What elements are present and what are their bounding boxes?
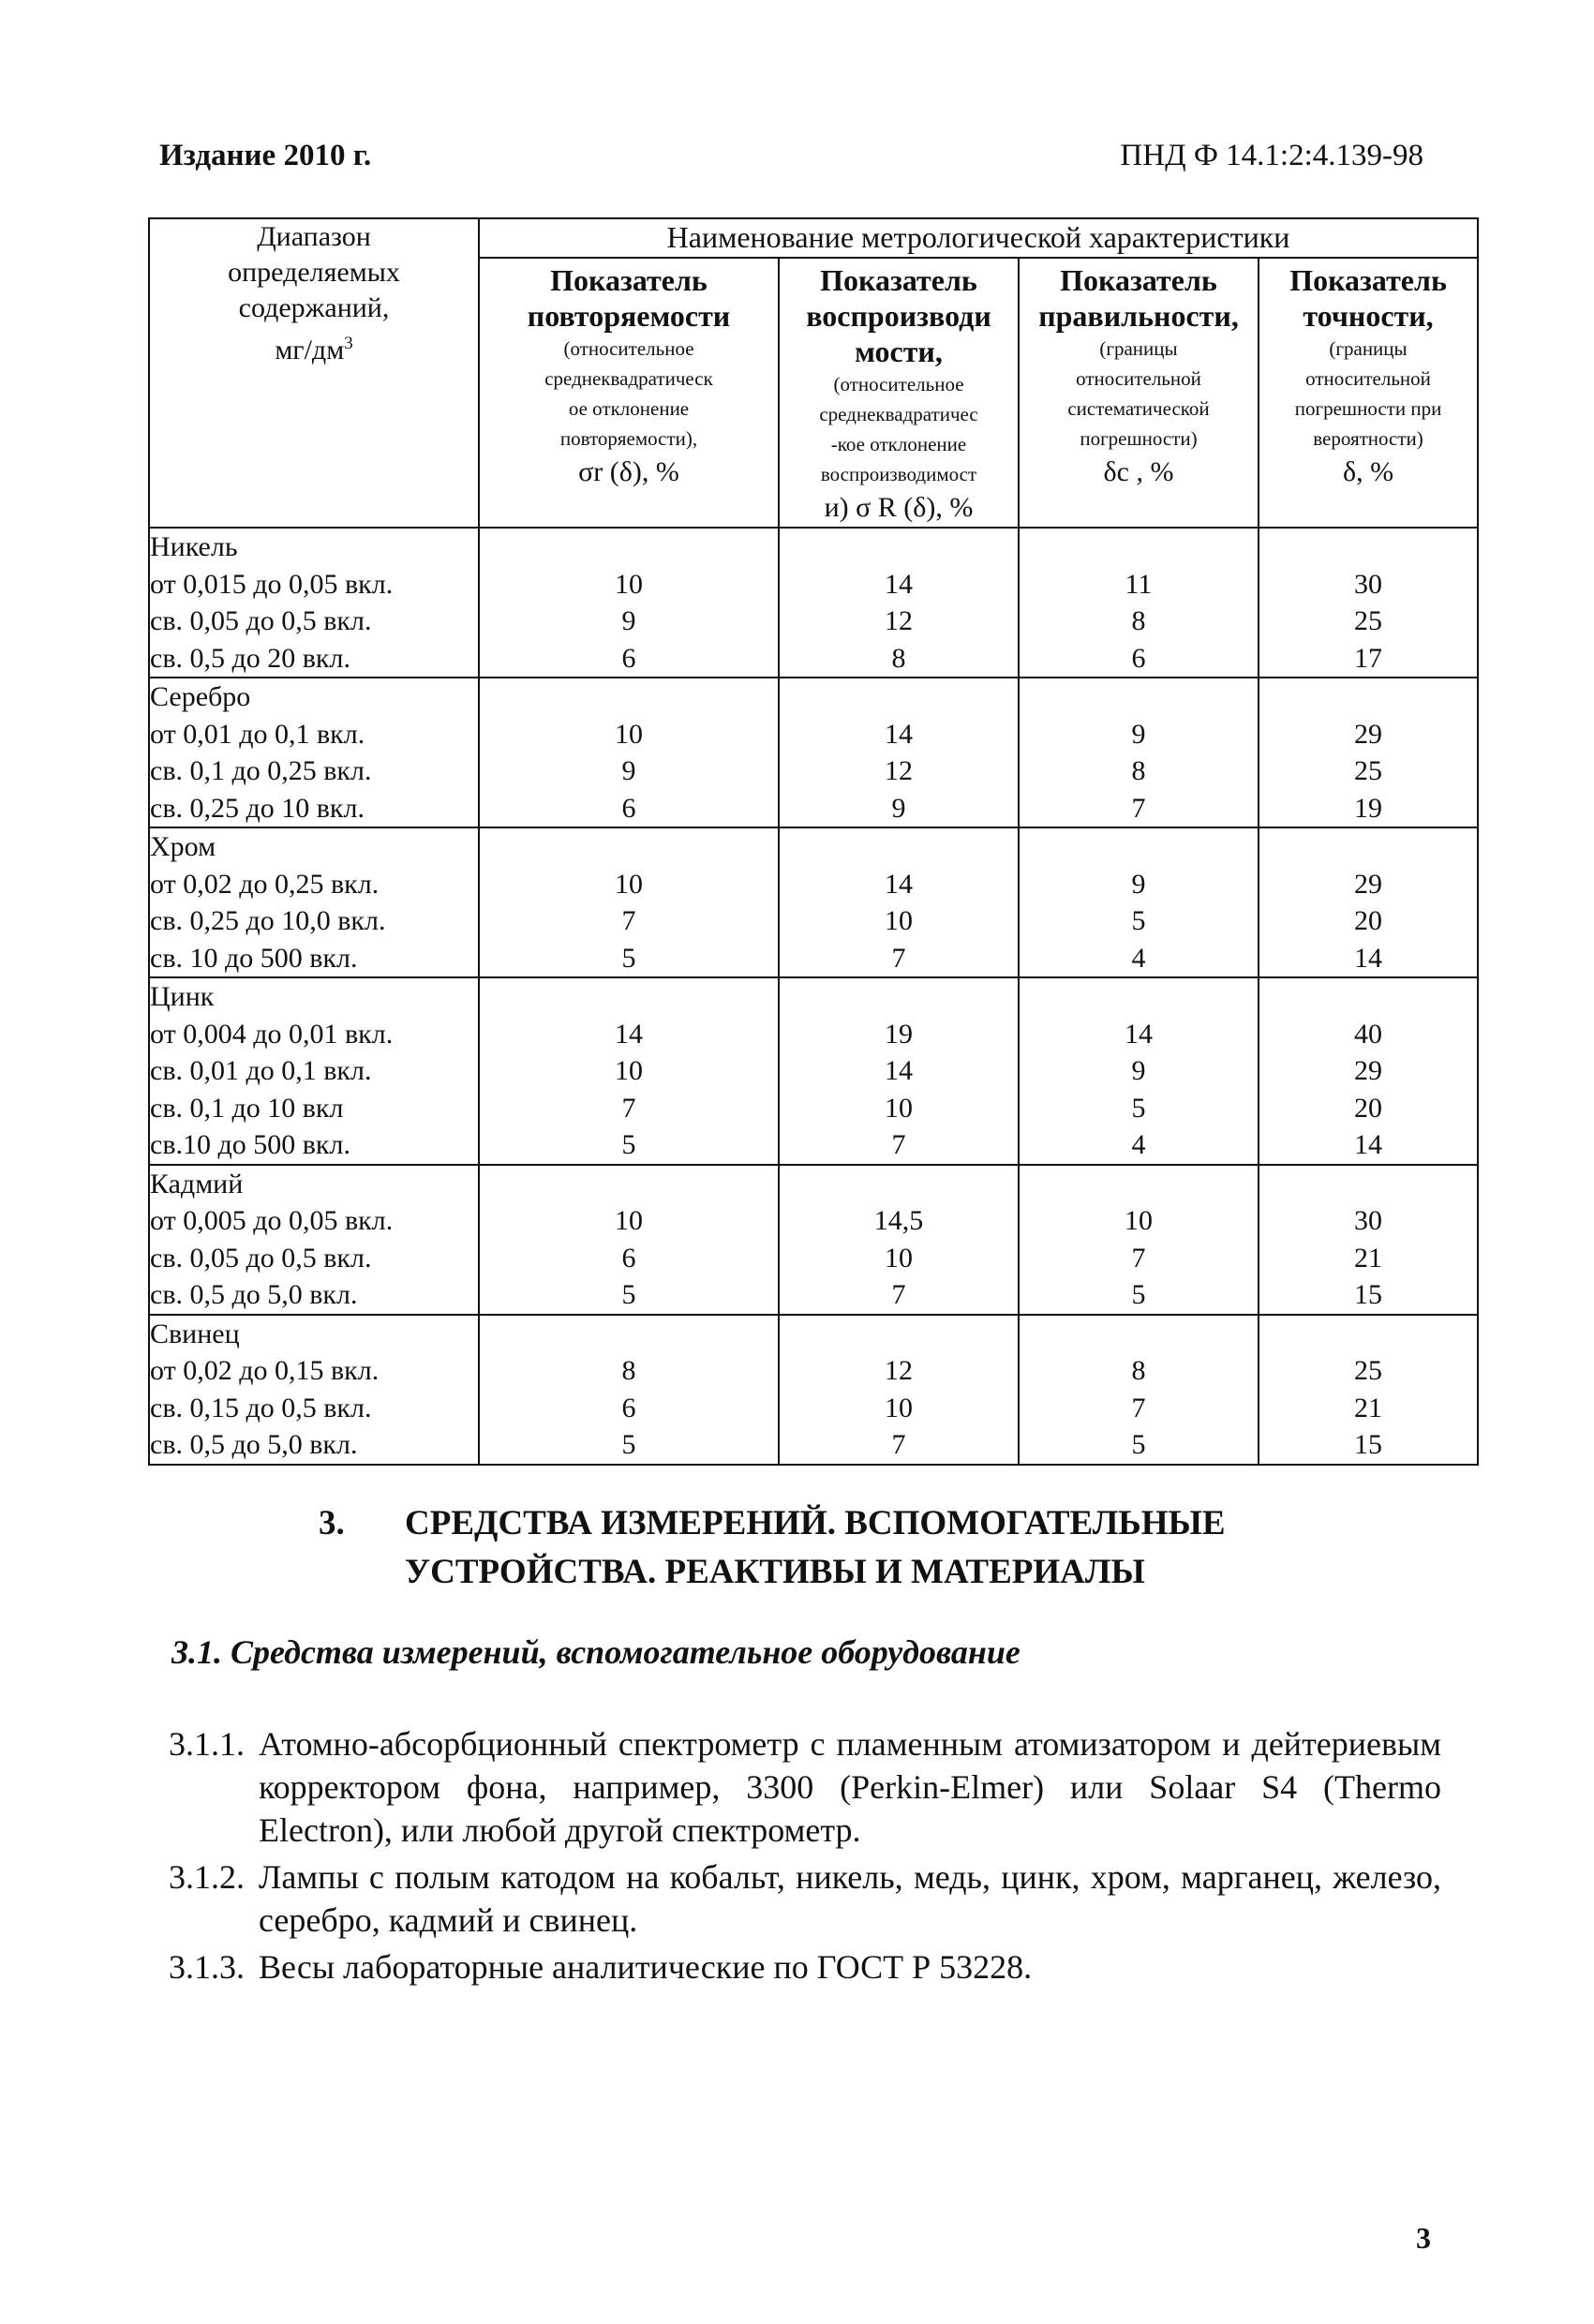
- metric-value: 7: [621, 905, 636, 936]
- metric-value: 7: [891, 1129, 906, 1160]
- table-row: [149, 827, 1478, 977]
- table-row: [149, 678, 1478, 827]
- range-value: св. 0,25 до 10,0 вкл.: [150, 905, 386, 936]
- metric-value: 4: [1131, 942, 1146, 974]
- metric-value: 21: [1354, 1242, 1383, 1274]
- metric-value: 8: [621, 1355, 636, 1386]
- range-value: св. 0,1 до 0,25 вкл.: [150, 755, 372, 786]
- metric-value: 7: [1131, 792, 1146, 824]
- subsection-title: 3.1. Средства измерений, вспомогательное оборудование: [171, 1633, 1020, 1671]
- metric-value: 9: [621, 755, 636, 786]
- metric-value: 6: [621, 1242, 636, 1274]
- value-cell: [1259, 827, 1478, 977]
- metric-value: 10: [615, 718, 643, 750]
- metric-value: 10: [615, 868, 643, 900]
- metric-value: 29: [1354, 1055, 1383, 1086]
- column-header-4: Показатель точности, (границы относительной погрешности при вероятности) δ, %: [1259, 258, 1478, 528]
- value-cell: [1259, 977, 1478, 1165]
- metric-value: 5: [621, 942, 636, 974]
- metric-value: 14: [885, 568, 913, 600]
- metric-value: 14: [885, 1055, 913, 1086]
- value-cell: [479, 1165, 779, 1315]
- range-value: св. 0,5 до 5,0 вкл.: [150, 1429, 358, 1460]
- metric-value: 10: [885, 905, 913, 936]
- element-range-cell: [149, 827, 479, 977]
- value-cell: [1019, 528, 1259, 678]
- edition-label: Издание 2010 г.: [159, 139, 372, 172]
- metric-value: 10: [615, 1055, 643, 1086]
- column-header-2: Показатель воспроизводи мости, (относительное среднеквадратичес -кое отклонение воспроизводимост и) σ R (δ), %: [779, 258, 1019, 528]
- metric-value: 14,5: [873, 1205, 924, 1236]
- metric-value: 10: [1125, 1205, 1153, 1236]
- value-cell: [1019, 678, 1259, 827]
- element-range-cell: [149, 678, 479, 827]
- value-cell: [779, 977, 1019, 1165]
- metric-value: 14: [1125, 1018, 1153, 1050]
- metric-value: 5: [621, 1429, 636, 1460]
- metric-value: 40: [1354, 1018, 1383, 1050]
- metric-value: 7: [1131, 1242, 1146, 1274]
- metric-value: 5: [621, 1129, 636, 1160]
- range-value: св. 0,25 до 10 вкл.: [150, 792, 365, 824]
- element-name: Цинк: [150, 981, 215, 1012]
- metric-value: 29: [1354, 718, 1383, 750]
- characteristic-group-header: Наименование метрологической характеристики: [479, 218, 1478, 258]
- item-number: 3.1.3.: [169, 1948, 245, 1986]
- table-row: [149, 977, 1478, 1165]
- metric-value: 8: [891, 642, 906, 674]
- metric-value: 12: [885, 605, 913, 636]
- metric-value: 20: [1354, 1092, 1383, 1124]
- metric-value: 15: [1354, 1429, 1383, 1460]
- element-range-cell: [149, 977, 479, 1165]
- range-value: от 0,005 до 0,05 вкл.: [150, 1205, 394, 1236]
- item-number: 3.1.2.: [169, 1858, 245, 1896]
- element-name: Никель: [150, 531, 238, 562]
- equipment-list: [169, 1722, 1441, 1992]
- page-number: 3: [1416, 2221, 1431, 2255]
- metric-value: 8: [1131, 605, 1146, 636]
- value-cell: [479, 528, 779, 678]
- item-text: Весы лабораторные аналитические по ГОСТ Р 53228.: [259, 1948, 1033, 1986]
- list-item: [169, 1722, 1441, 1852]
- value-cell: [779, 528, 1019, 678]
- value-cell: [779, 1315, 1019, 1465]
- metric-value: 11: [1125, 568, 1153, 600]
- metric-value: 7: [891, 942, 906, 974]
- metric-value: 14: [1354, 1129, 1383, 1160]
- item-text: Лампы с полым катодом на кобальт, никель, медь, цинк, хром, марганец, железо, серебро, кадмий и свинец.: [259, 1858, 1441, 1939]
- table-row: [149, 1315, 1478, 1465]
- metric-value: 5: [1131, 1279, 1146, 1310]
- range-value: св. 0,5 до 20 вкл.: [150, 642, 350, 674]
- list-item: [169, 1855, 1441, 1942]
- item-number: 3.1.1.: [169, 1725, 245, 1763]
- metric-value: 10: [885, 1392, 913, 1423]
- value-cell: [479, 678, 779, 827]
- metric-value: 6: [621, 792, 636, 824]
- column-header-1: Показатель повторяемости (относительное среднеквадратическ ое отклонение повторяемости), σr (δ), %: [479, 258, 779, 528]
- range-value: св. 10 до 500 вкл.: [150, 942, 358, 974]
- column-header-3: Показатель правильности, (границы относительной систематической погрешности) δc , %: [1019, 258, 1259, 528]
- metric-value: 20: [1354, 905, 1383, 936]
- metric-value: 19: [1354, 792, 1383, 824]
- range-value: св. 0,15 до 0,5 вкл.: [150, 1392, 372, 1423]
- metric-value: 10: [885, 1242, 913, 1274]
- range-value: от 0,02 до 0,15 вкл.: [150, 1355, 380, 1386]
- range-value: св. 0,01 до 0,1 вкл.: [150, 1055, 372, 1086]
- value-cell: [779, 1165, 1019, 1315]
- range-header: Диапазон определяемых содержаний, $мг/дм^3$: [149, 218, 479, 528]
- metrology-table: [148, 217, 1479, 1466]
- metric-value: 14: [1354, 942, 1383, 974]
- metric-value: 21: [1354, 1392, 1383, 1423]
- element-name: Свинец: [150, 1318, 240, 1349]
- metric-value: 12: [885, 755, 913, 786]
- range-value: св.10 до 500 вкл.: [150, 1129, 350, 1160]
- metric-value: 6: [1131, 642, 1146, 674]
- metric-value: 8: [1131, 755, 1146, 786]
- value-cell: [779, 678, 1019, 827]
- range-value: от 0,02 до 0,25 вкл.: [150, 868, 380, 900]
- metric-value: 29: [1354, 868, 1383, 900]
- metric-value: 14: [885, 868, 913, 900]
- range-value: от 0,004 до 0,01 вкл.: [150, 1018, 394, 1050]
- metric-value: 6: [621, 1392, 636, 1423]
- metric-value: 10: [615, 1205, 643, 1236]
- element-name: Хром: [150, 831, 216, 862]
- element-range-cell: [149, 1315, 479, 1465]
- value-cell: [1259, 1315, 1478, 1465]
- metric-value: 14: [885, 718, 913, 750]
- value-cell: [1259, 678, 1478, 827]
- table-row: [149, 1165, 1478, 1315]
- metric-value: 10: [615, 568, 643, 600]
- metric-value: 4: [1131, 1129, 1146, 1160]
- value-cell: [1019, 1165, 1259, 1315]
- metric-value: 7: [621, 1092, 636, 1124]
- value-cell: [1259, 528, 1478, 678]
- metric-value: 25: [1354, 755, 1383, 786]
- metric-value: 5: [1131, 905, 1146, 936]
- document-code: ПНД Ф 14.1:2:4.139-98: [1120, 139, 1423, 172]
- metric-value: 30: [1354, 1205, 1383, 1236]
- metric-value: 9: [1131, 718, 1146, 750]
- metric-value: 19: [885, 1018, 913, 1050]
- metric-value: 15: [1354, 1279, 1383, 1310]
- range-value: св. 0,05 до 0,5 вкл.: [150, 605, 372, 636]
- metric-value: 25: [1354, 1355, 1383, 1386]
- metric-value: 9: [621, 605, 636, 636]
- value-cell: [779, 827, 1019, 977]
- metric-value: 25: [1354, 605, 1383, 636]
- element-name: Серебро: [150, 681, 251, 712]
- metric-value: 10: [885, 1092, 913, 1124]
- list-item: [169, 1945, 1441, 1989]
- metric-value: 7: [1131, 1392, 1146, 1423]
- item-text: Атомно-абсорбционный спектрометр с пламенным атомизатором и дейтериевым корректором фона, например, 3300 (Perkin-Elmer) или Solaar S4 (Thermo Electron), или любой другой спектрометр.: [259, 1725, 1441, 1849]
- element-range-cell: [149, 1165, 479, 1315]
- metric-value: 5: [1131, 1092, 1146, 1124]
- metric-value: 9: [1131, 1055, 1146, 1086]
- range-value: от 0,015 до 0,05 вкл.: [150, 568, 394, 600]
- range-value: св. 0,1 до 10 вкл: [150, 1092, 344, 1124]
- element-range-cell: [149, 528, 479, 678]
- section-title: 3. СРЕДСТВА ИЗМЕРЕНИЙ. ВСПОМОГАТЕЛЬНЫЕ УСТРОЙСТВА. РЕАКТИВЫ И МАТЕРИАЛЫ: [319, 1504, 1226, 1591]
- metric-value: 14: [615, 1018, 643, 1050]
- metric-value: 5: [621, 1279, 636, 1310]
- metric-value: 5: [1131, 1429, 1146, 1460]
- metric-value: 17: [1354, 642, 1383, 674]
- value-cell: [1019, 827, 1259, 977]
- metric-value: 12: [885, 1355, 913, 1386]
- value-cell: [1019, 977, 1259, 1165]
- metric-value: 9: [891, 792, 906, 824]
- value-cell: [479, 827, 779, 977]
- value-cell: [1259, 1165, 1478, 1315]
- metric-value: 9: [1131, 868, 1146, 900]
- metric-value: 7: [891, 1279, 906, 1310]
- metric-value: 30: [1354, 568, 1383, 600]
- range-value: св. 0,05 до 0,5 вкл.: [150, 1242, 372, 1274]
- element-name: Кадмий: [150, 1168, 244, 1199]
- value-cell: [479, 1315, 779, 1465]
- range-value: от 0,01 до 0,1 вкл.: [150, 718, 365, 750]
- table-row: [149, 528, 1478, 678]
- metric-value: 7: [891, 1429, 906, 1460]
- metric-value: 6: [621, 642, 636, 674]
- value-cell: [1019, 1315, 1259, 1465]
- metric-value: 8: [1131, 1355, 1146, 1386]
- value-cell: [479, 977, 779, 1165]
- range-value: св. 0,5 до 5,0 вкл.: [150, 1279, 358, 1310]
